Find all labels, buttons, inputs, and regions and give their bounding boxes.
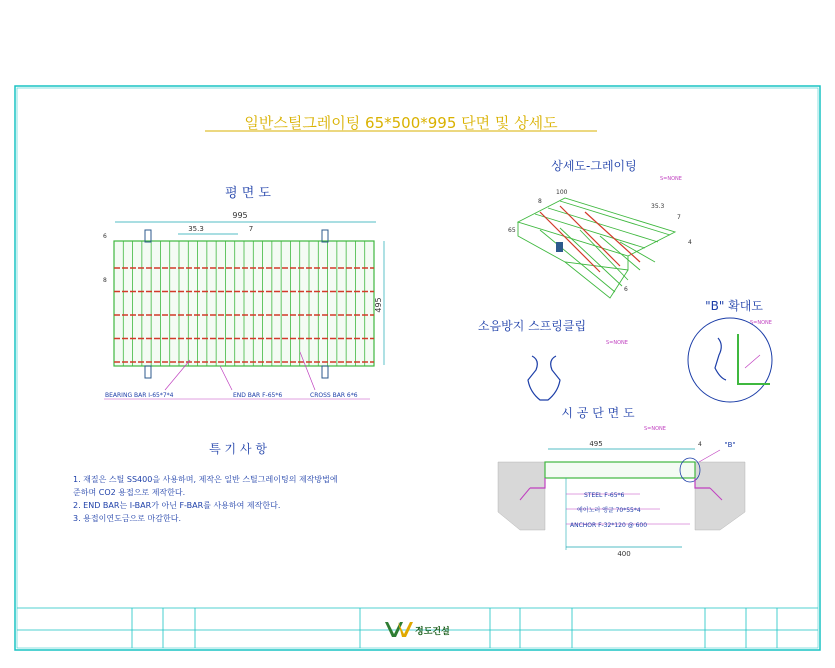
drawing-frame (15, 86, 820, 650)
note-line-3: 2. END BAR는 I-BAR가 아닌 F-BAR를 사용하여 제작한다. (73, 501, 281, 510)
anchor-label: ANCHOR F-32*120 @ 600 (570, 522, 648, 529)
plan-left-dim-b: 8 (103, 277, 107, 284)
plan-anchor-bl (145, 366, 151, 378)
detail-dim-6: 6 (624, 286, 628, 293)
clip-heading: 소음방지 스프링클립 (477, 319, 587, 333)
angle-label: 에이노러 앵글 70*55*4 (577, 507, 641, 514)
end-bar-label: END BAR F-65*6 (233, 392, 283, 399)
notes-heading: 특 기 사 항 (209, 442, 267, 456)
bearing-bar-label: BEARING BAR I-65*7*4 (105, 392, 174, 399)
note-line-4: 3. 용접이연도금으로 마감한다. (73, 514, 181, 523)
detail-dim-100: 100 (556, 189, 568, 196)
enlarge-heading: "B" 확대도 (705, 299, 763, 313)
steel-label: STEEL F-65*6 (584, 492, 625, 499)
section-dim-495: 495 (589, 440, 603, 448)
plan-height-dim: 495 (374, 297, 383, 313)
section-b-mark: "B" (724, 441, 736, 449)
detail-dim-353: 35.3 (651, 203, 665, 210)
end-leader (220, 366, 232, 390)
plan-left-dim-a: 6 (103, 233, 107, 240)
enlarge-angle (738, 334, 770, 384)
section-dim-400: 400 (617, 550, 631, 558)
detail-heading: 상세도-그레이팅 (551, 159, 637, 173)
detail-dim-4: 4 (688, 239, 692, 246)
plan-bar-dim: 7 (248, 225, 254, 233)
detail-dim-65: 65 (508, 227, 516, 234)
b-callout-leader (699, 450, 720, 462)
detail-dim-8: 8 (538, 198, 542, 205)
drawing-title: 일반스틸그레이팅 65*500*995 단면 및 상세도 (244, 114, 558, 132)
spring-clip-shape (528, 356, 560, 400)
detail-dim-7: 7 (677, 214, 681, 221)
plan-anchor-br (322, 366, 328, 378)
section-dim-4: 4 (698, 441, 702, 448)
note-line-2: 준하며 CO2 용접으로 제작한다. (73, 488, 186, 497)
plan-anchor-tr (322, 230, 328, 242)
enlarge-clip (715, 338, 726, 380)
note-line-1: 1. 재질은 스틸 SS400을 사용하며, 제작은 일반 스틸그레이팅의 제작방법에 (73, 475, 338, 484)
plan-anchor-tl (145, 230, 151, 242)
company-logo (385, 622, 450, 637)
enlarge-circle (688, 318, 772, 402)
enlarge-scale: S=NONE (750, 320, 772, 326)
clip-scale: S=NONE (606, 340, 628, 346)
enlarge-leader (745, 355, 760, 368)
section-heading: 시 공 단 면 도 (561, 406, 635, 420)
section-grating (545, 462, 695, 478)
plan-width-dim: 995 (232, 211, 248, 220)
detail-anchor (556, 242, 563, 252)
drawing-inner-frame (17, 88, 818, 648)
detail-scale: S=NONE (660, 176, 682, 182)
detail-cross-bars (540, 206, 640, 272)
cross-bar-label: CROSS BAR 6*6 (310, 392, 358, 399)
section-scale: S=NONE (644, 426, 666, 432)
logo-text: 정도건설 (415, 627, 450, 637)
plan-heading: 평 면 도 (225, 186, 271, 201)
plan-pitch-dim: 35.3 (188, 225, 204, 233)
